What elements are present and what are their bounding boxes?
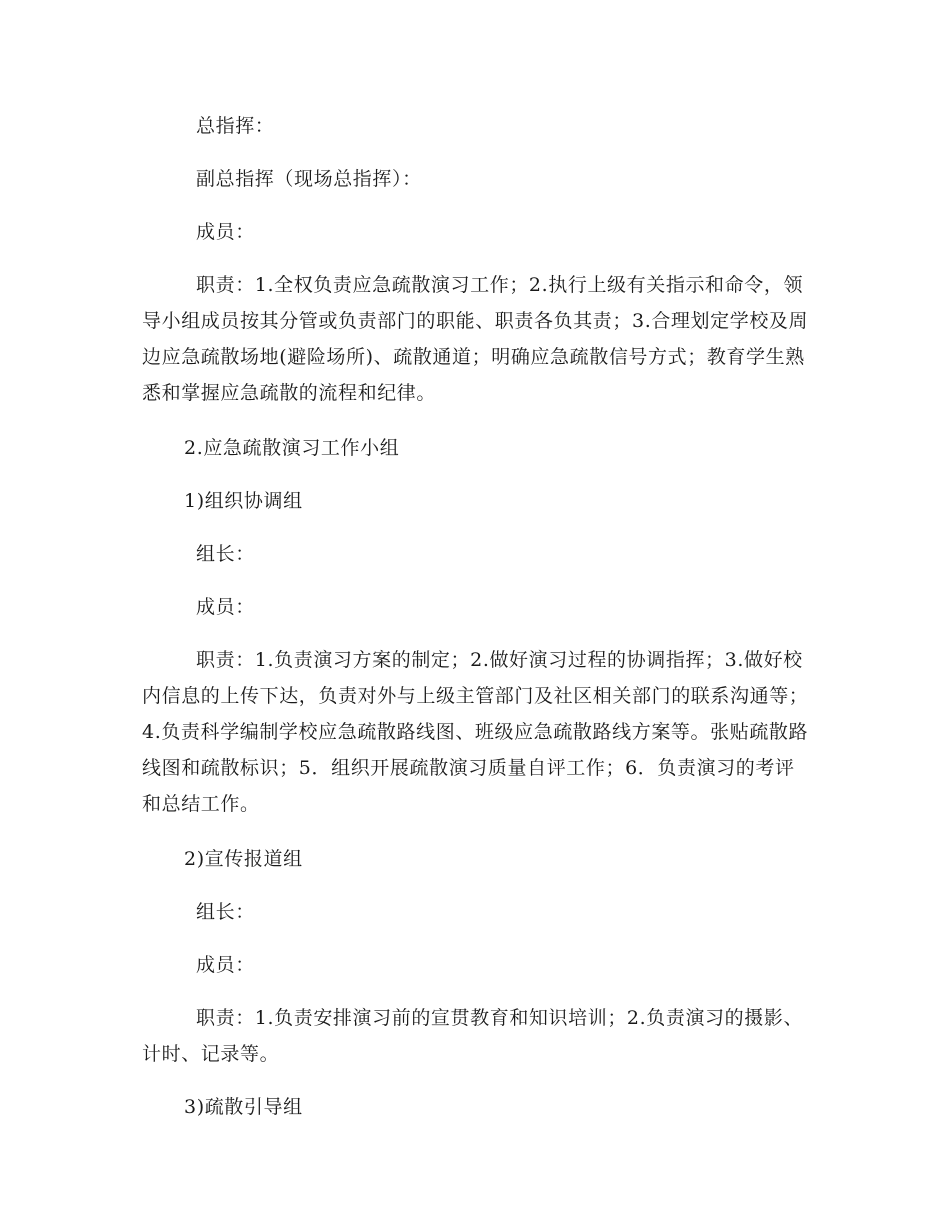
paragraph-commander: 总指挥：	[196, 115, 275, 137]
paragraph-deputy-commander: 副总指挥（现场总指挥）：	[196, 168, 422, 190]
paragraph-group-coordination: 1)组织协调组	[184, 490, 303, 512]
paragraph-section-heading: 2.应急疏散演习工作小组	[184, 437, 400, 459]
paragraph-group-members: 成员：	[196, 596, 255, 618]
paragraph-duties-coordination: 职责：1.负责演习方案的制定；2.做好演习过程的协调指挥；3.做好校内信息的上传下达，负责对外与上级主管部门及社区相关部门的联系沟通等；4.负责科学编制学校应急疏散路线图、班级应急疏散路线方案等。张贴疏散路线图和疏散标识；5．组织开展疏散演习质量自评工作；6．负责演习的考评和总结工作。	[142, 649, 809, 815]
paragraph-duties-leadership: 职责：1.全权负责应急疏散演习工作；2.执行上级有关指示和命令，领导小组成员按其分管或负责部门的职能、职责各负其责；3.合理划定学校及周边应急疏散场地(避险场所)、疏散通道；明确应急疏散信号方式；教育学生熟悉和掌握应急疏散的流程和纪律。	[142, 274, 809, 404]
paragraph-group-evacuation: 3)疏散引导组	[184, 1096, 303, 1118]
paragraph-members: 成员：	[196, 221, 255, 243]
paragraph-publicity-members: 成员：	[196, 954, 255, 976]
paragraph-group-leader: 组长：	[196, 543, 255, 565]
paragraph-duties-publicity: 职责：1.负责安排演习前的宣贯教育和知识培训；2.负责演习的摄影、计时、记录等。	[142, 1007, 804, 1065]
paragraph-publicity-leader: 组长：	[196, 901, 255, 923]
paragraph-group-publicity: 2)宣传报道组	[184, 848, 303, 870]
